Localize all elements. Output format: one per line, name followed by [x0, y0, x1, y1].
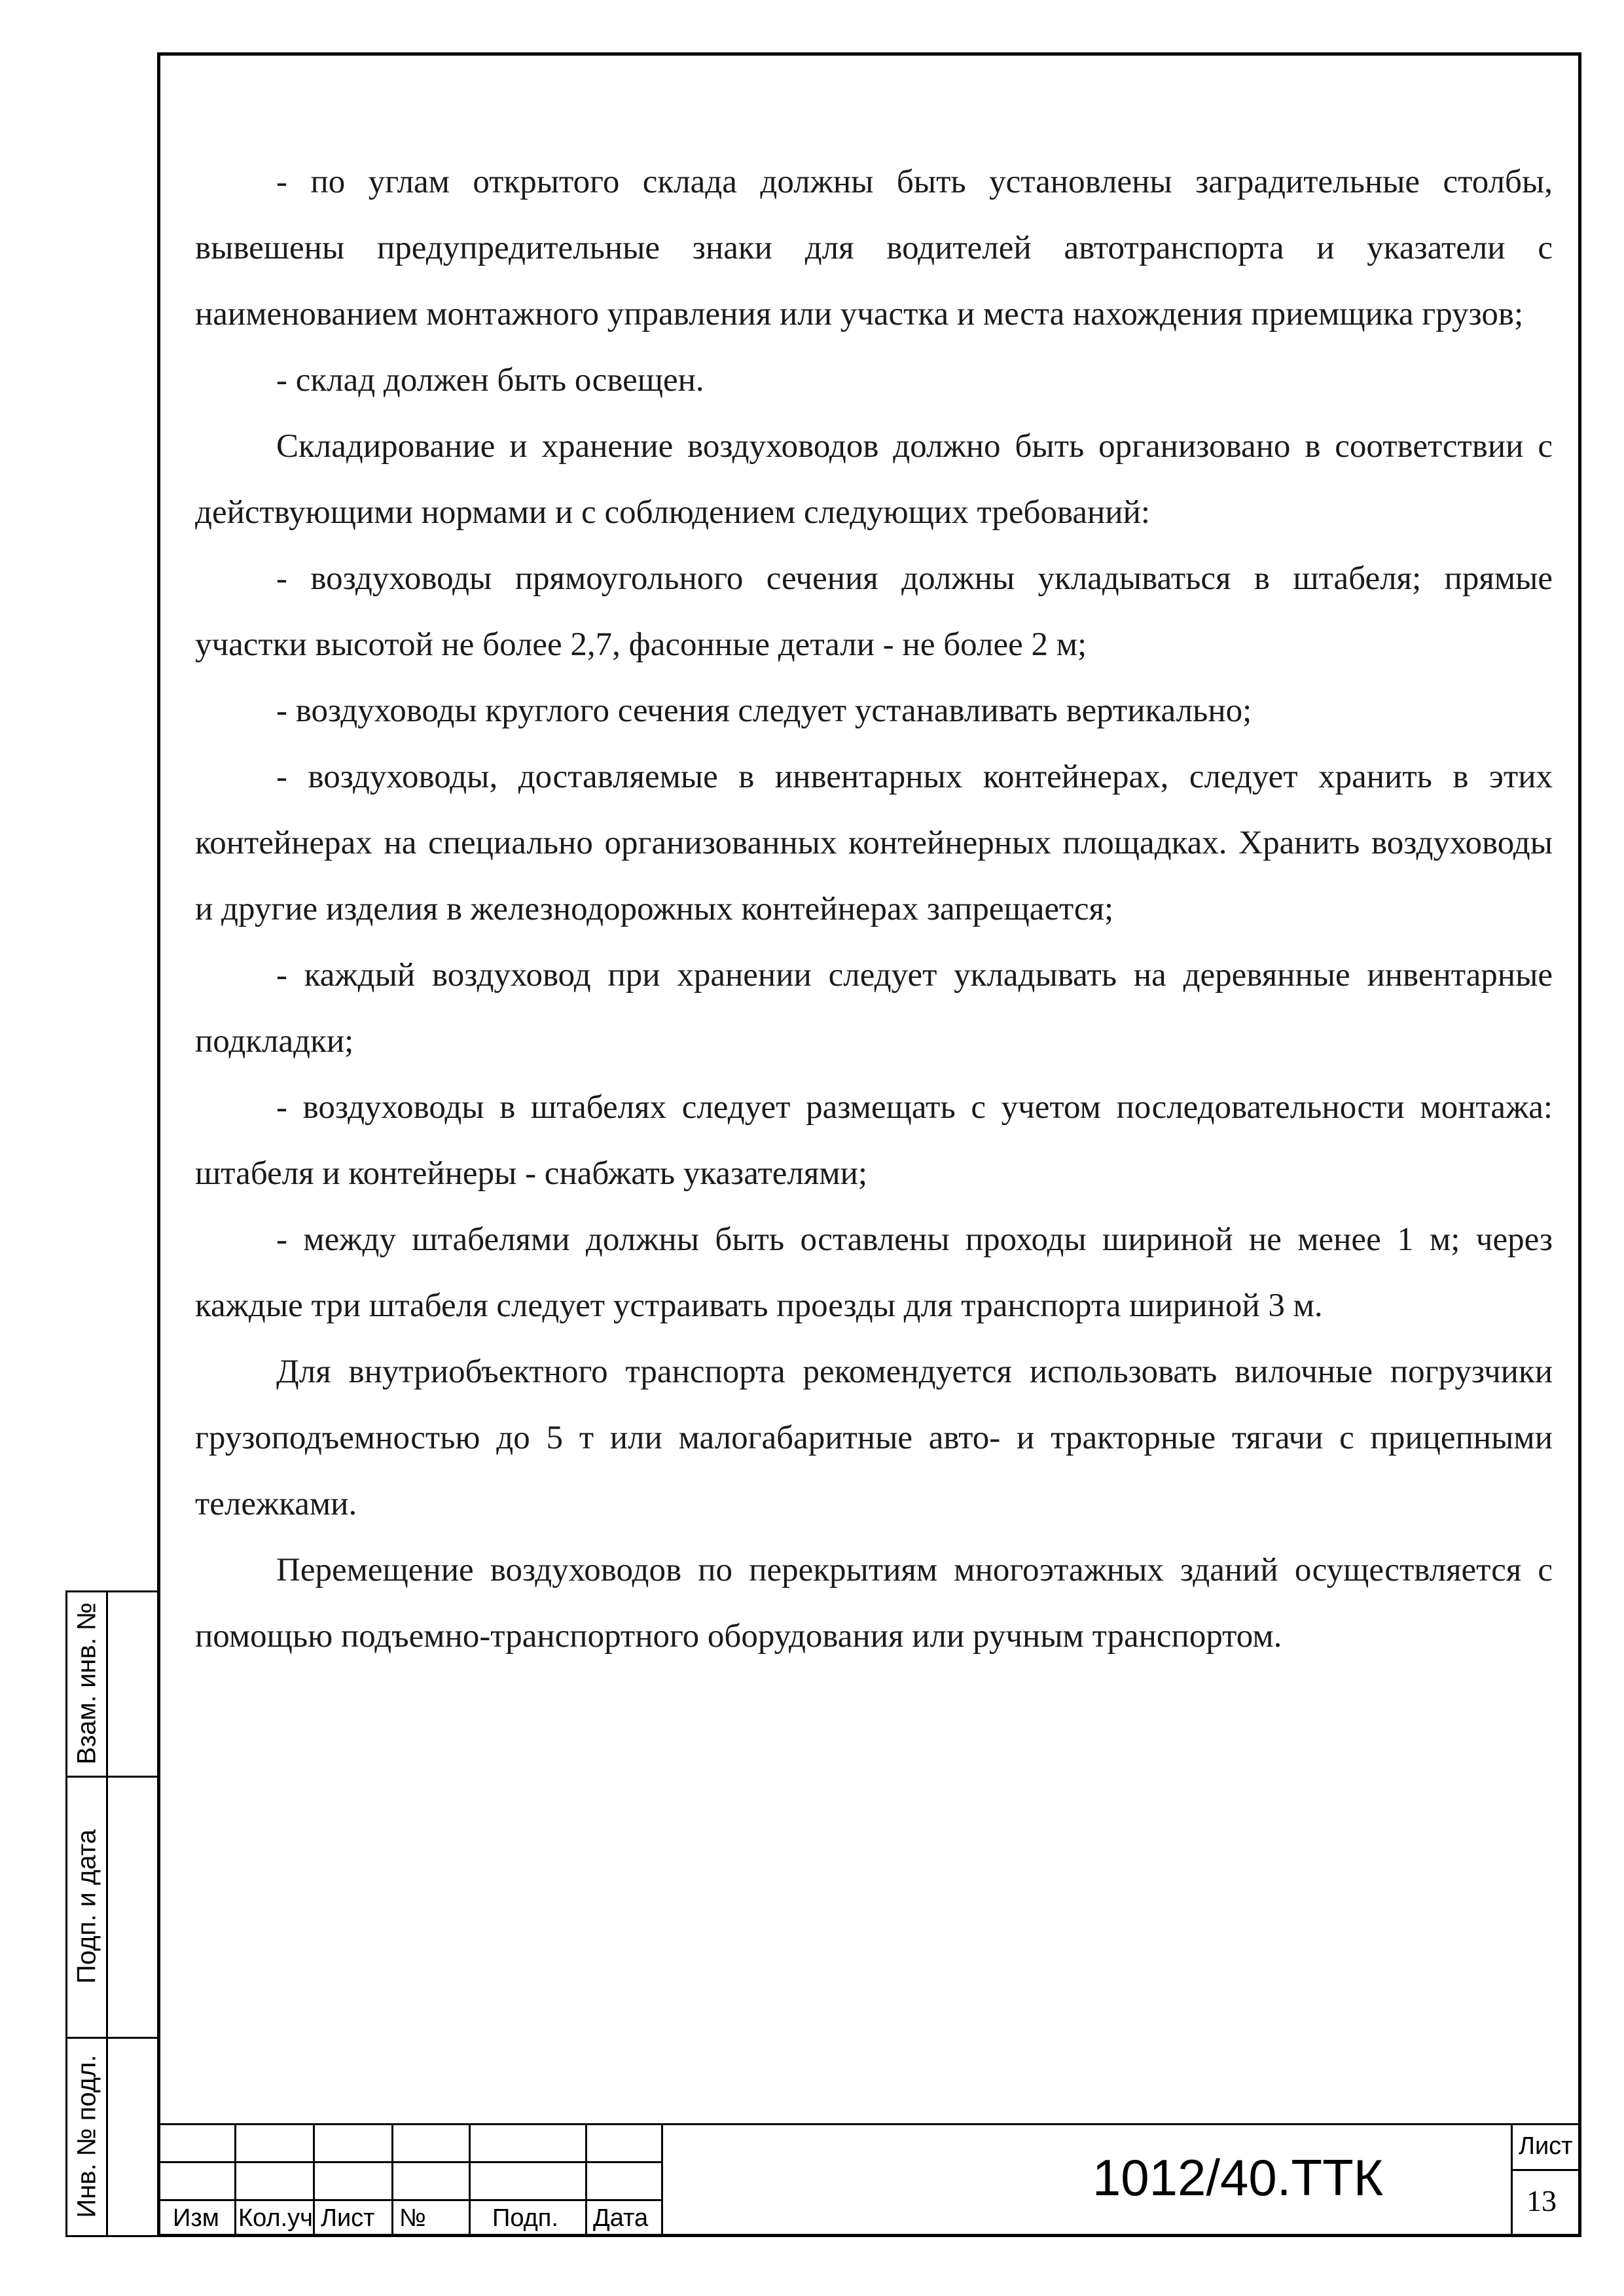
inv-orig-label: Инв. № подл. [72, 2054, 101, 2218]
sign-date-label: Подп. и дата [72, 1829, 101, 1984]
sheet-label: Лист [1519, 2132, 1573, 2160]
sheet-number: 13 [1526, 2184, 1557, 2217]
paragraph: - воздуховоды прямоугольного сечения должны укладываться в штабеля; прямые участки высотой не более 2,7, фасонные детали - не более 2 м; [195, 560, 1553, 663]
paragraph: - склад должен быть освещен. [276, 362, 704, 399]
side-stamp [65, 1590, 157, 2237]
paragraph: Перемещение воздуховодов по перекрытиям многоэтажных зданий осуществляется с помощью подъемно-транспортного оборудования или ручным транспортом. [195, 1552, 1553, 1655]
paragraph: Складирование и хранение воздуховодов должно быть организовано в соответствии с действующими нормами и с соблюдением следующих требований: [195, 428, 1553, 531]
col-change: Изм [173, 2204, 219, 2232]
paragraph: - по углам открытого склада должны быть установлены заградительные столбы, вывешены предупредительные знаки для водителей автотранспорта и указатели с наименованием монтажного управления или участка и места нахождения приемщика грузов; [195, 164, 1553, 332]
body-text [195, 149, 1553, 1670]
col-doc: № [399, 2204, 426, 2232]
paragraph: Для внутриобъектного транспорта рекомендуется использовать вилочные погрузчики грузоподъемностью до 5 т или малогабаритные авто- и тракторные тягачи с прицепными тележками. [195, 1354, 1553, 1522]
inv-replace-label: Взам. инв. № [72, 1602, 101, 1765]
paragraph: - каждый воздуховод при хранении следует укладывать на деревянные инвентарные подкладки; [195, 957, 1553, 1060]
paragraph: - воздуховоды, доставляемые в инвентарных контейнерах, следует хранить в этих контейнерах на специально организованных контейнерных площадках. Хранить воздуховоды и другие изделия в железнодорожных контейнерах запрещается; [195, 759, 1553, 927]
col-sheet: Лист [321, 2204, 375, 2232]
paragraph: - воздуховоды круглого сечения следует устанавливать вертикально; [276, 692, 1252, 729]
col-qty: Кол.уч [238, 2204, 313, 2232]
col-date: Дата [593, 2204, 649, 2232]
paragraph: - воздуховоды в штабелях следует размещать с учетом последовательности монтажа: штабеля и контейнеры - снабжать указателями; [195, 1089, 1553, 1192]
document-code: 1012/40.ТТК [1092, 2149, 1384, 2206]
col-sign: Подп. [492, 2204, 558, 2232]
paragraph: - между штабелями должны быть оставлены проходы шириной не менее 1 м; через каждые три штабеля следует устраивать проезды для транспорта шириной 3 м. [195, 1221, 1553, 1324]
